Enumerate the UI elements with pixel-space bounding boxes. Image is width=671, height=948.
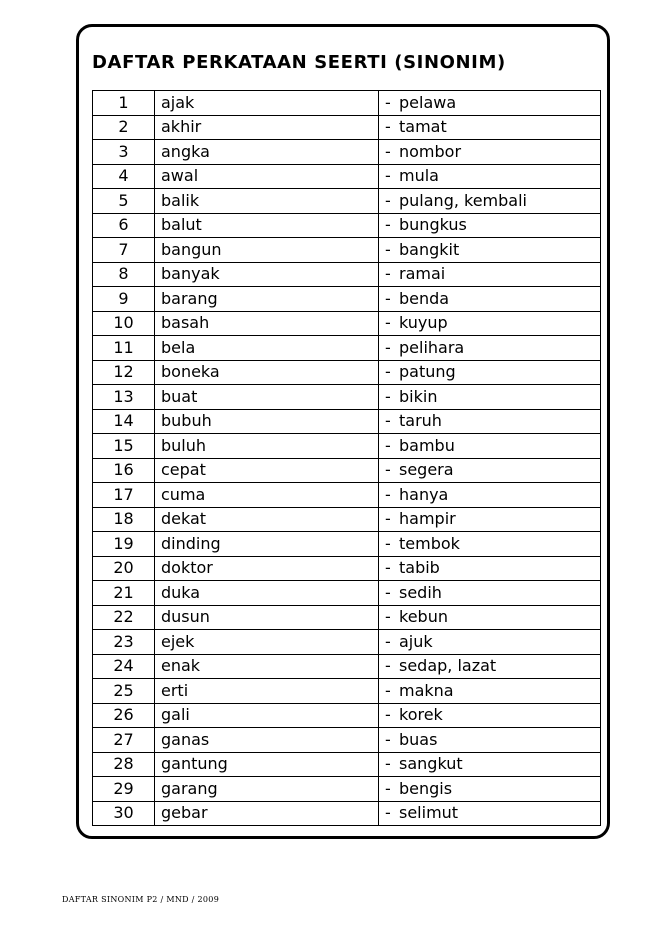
table-row xyxy=(93,507,601,532)
dash-separator: - xyxy=(385,558,391,578)
word-cell: bela xyxy=(155,336,379,361)
synonym-cell xyxy=(379,91,601,116)
synonym-cell xyxy=(379,287,601,312)
synonym-cell xyxy=(379,189,601,214)
word-cell: cepat xyxy=(155,458,379,483)
dash-separator: - xyxy=(385,166,391,186)
table-row xyxy=(93,360,601,385)
synonym-text: tamat xyxy=(399,117,447,137)
table-row xyxy=(93,385,601,410)
synonym-cell xyxy=(379,483,601,508)
row-number: 7 xyxy=(93,238,155,263)
synonym-cell xyxy=(379,654,601,679)
row-number: 20 xyxy=(93,556,155,581)
dash-separator: - xyxy=(385,607,391,627)
synonym-cell xyxy=(379,213,601,238)
synonym-cell xyxy=(379,679,601,704)
word-cell: bangun xyxy=(155,238,379,263)
word-cell: gantung xyxy=(155,752,379,777)
row-number: 27 xyxy=(93,728,155,753)
table-row xyxy=(93,115,601,140)
table-row xyxy=(93,752,601,777)
row-number: 2 xyxy=(93,115,155,140)
word-cell: dekat xyxy=(155,507,379,532)
table-row xyxy=(93,801,601,826)
dash-separator: - xyxy=(385,509,391,529)
page-title: DAFTAR PERKATAAN SEERTI (SINONIM) xyxy=(92,52,506,73)
table-row xyxy=(93,605,601,630)
row-number: 25 xyxy=(93,679,155,704)
word-cell: balik xyxy=(155,189,379,214)
dash-separator: - xyxy=(385,729,391,749)
word-cell: enak xyxy=(155,654,379,679)
synonym-text: hampir xyxy=(399,509,456,529)
synonym-cell xyxy=(379,164,601,189)
dash-separator: - xyxy=(385,656,391,676)
word-cell: dinding xyxy=(155,532,379,557)
dash-separator: - xyxy=(385,533,391,553)
word-cell: angka xyxy=(155,140,379,165)
dash-separator: - xyxy=(385,386,391,406)
synonym-cell xyxy=(379,262,601,287)
synonym-cell xyxy=(379,409,601,434)
synonym-text: hanya xyxy=(399,484,449,504)
dash-separator: - xyxy=(385,582,391,602)
dash-separator: - xyxy=(385,288,391,308)
word-cell: ajak xyxy=(155,91,379,116)
row-number: 1 xyxy=(93,91,155,116)
synonym-cell xyxy=(379,360,601,385)
dash-separator: - xyxy=(385,435,391,455)
table-row xyxy=(93,213,601,238)
table-row xyxy=(93,728,601,753)
dash-separator: - xyxy=(385,705,391,725)
row-number: 22 xyxy=(93,605,155,630)
dash-separator: - xyxy=(385,680,391,700)
table-row xyxy=(93,556,601,581)
word-cell: basah xyxy=(155,311,379,336)
synonym-text: makna xyxy=(399,680,454,700)
synonym-cell xyxy=(379,801,601,826)
row-number: 10 xyxy=(93,311,155,336)
row-number: 26 xyxy=(93,703,155,728)
row-number: 23 xyxy=(93,630,155,655)
table-row xyxy=(93,311,601,336)
table-row xyxy=(93,140,601,165)
synonym-cell xyxy=(379,532,601,557)
dash-separator: - xyxy=(385,362,391,382)
row-number: 24 xyxy=(93,654,155,679)
synonym-text: sedih xyxy=(399,582,442,602)
row-number: 11 xyxy=(93,336,155,361)
word-cell: gebar xyxy=(155,801,379,826)
synonym-text: buas xyxy=(399,729,438,749)
word-cell: erti xyxy=(155,679,379,704)
row-number: 14 xyxy=(93,409,155,434)
synonym-cell xyxy=(379,507,601,532)
synonym-text: selimut xyxy=(399,803,459,823)
synonym-cell xyxy=(379,581,601,606)
synonym-text: kebun xyxy=(399,607,448,627)
dash-separator: - xyxy=(385,239,391,259)
table-row xyxy=(93,679,601,704)
table-row xyxy=(93,287,601,312)
synonym-cell xyxy=(379,630,601,655)
word-cell: doktor xyxy=(155,556,379,581)
dash-separator: - xyxy=(385,215,391,235)
synonym-cell xyxy=(379,115,601,140)
table-row xyxy=(93,91,601,116)
word-cell: ejek xyxy=(155,630,379,655)
row-number: 3 xyxy=(93,140,155,165)
synonym-text: bikin xyxy=(399,386,438,406)
page-footer: DAFTAR SINONIM P2 / MND / 2009 xyxy=(62,895,220,904)
word-cell: garang xyxy=(155,777,379,802)
word-cell: akhir xyxy=(155,115,379,140)
synonym-text: nombor xyxy=(399,141,462,161)
row-number: 29 xyxy=(93,777,155,802)
table-row xyxy=(93,434,601,459)
row-number: 16 xyxy=(93,458,155,483)
row-number: 21 xyxy=(93,581,155,606)
dash-separator: - xyxy=(385,264,391,284)
synonym-cell xyxy=(379,336,601,361)
word-cell: boneka xyxy=(155,360,379,385)
synonym-cell xyxy=(379,605,601,630)
row-number: 5 xyxy=(93,189,155,214)
synonym-text: sangkut xyxy=(399,754,463,774)
word-cell: duka xyxy=(155,581,379,606)
dash-separator: - xyxy=(385,460,391,480)
word-cell: bubuh xyxy=(155,409,379,434)
word-cell: barang xyxy=(155,287,379,312)
table-row xyxy=(93,458,601,483)
synonym-text: pelawa xyxy=(399,92,457,112)
table-row xyxy=(93,164,601,189)
synonym-cell xyxy=(379,385,601,410)
table-row xyxy=(93,189,601,214)
table-row xyxy=(93,777,601,802)
word-cell: buluh xyxy=(155,434,379,459)
synonym-text: benda xyxy=(399,288,450,308)
word-cell: balut xyxy=(155,213,379,238)
table-row xyxy=(93,262,601,287)
synonym-cell xyxy=(379,458,601,483)
table-row xyxy=(93,630,601,655)
dash-separator: - xyxy=(385,141,391,161)
row-number: 6 xyxy=(93,213,155,238)
word-cell: banyak xyxy=(155,262,379,287)
synonym-text: tabib xyxy=(399,558,440,578)
synonym-text: bambu xyxy=(399,435,455,455)
table-row xyxy=(93,654,601,679)
synonym-text: taruh xyxy=(399,411,442,431)
synonym-cell xyxy=(379,703,601,728)
dash-separator: - xyxy=(385,631,391,651)
row-number: 18 xyxy=(93,507,155,532)
word-cell: dusun xyxy=(155,605,379,630)
dash-separator: - xyxy=(385,337,391,357)
dash-separator: - xyxy=(385,92,391,112)
row-number: 15 xyxy=(93,434,155,459)
row-number: 30 xyxy=(93,801,155,826)
synonym-text: bangkit xyxy=(399,239,460,259)
word-cell: cuma xyxy=(155,483,379,508)
row-number: 4 xyxy=(93,164,155,189)
synonym-cell xyxy=(379,777,601,802)
dash-separator: - xyxy=(385,484,391,504)
table-row xyxy=(93,238,601,263)
synonym-cell xyxy=(379,434,601,459)
table-row xyxy=(93,409,601,434)
dash-separator: - xyxy=(385,803,391,823)
synonym-text: pulang, kembali xyxy=(399,190,527,210)
synonym-text: patung xyxy=(399,362,456,382)
synonym-cell xyxy=(379,752,601,777)
table-row xyxy=(93,483,601,508)
table-row xyxy=(93,581,601,606)
table-row xyxy=(93,703,601,728)
synonym-text: mula xyxy=(399,166,439,186)
row-number: 8 xyxy=(93,262,155,287)
row-number: 13 xyxy=(93,385,155,410)
synonym-cell xyxy=(379,311,601,336)
synonym-text: pelihara xyxy=(399,337,465,357)
dash-separator: - xyxy=(385,117,391,137)
dash-separator: - xyxy=(385,190,391,210)
row-number: 9 xyxy=(93,287,155,312)
synonym-text: ajuk xyxy=(399,631,433,651)
word-cell: gali xyxy=(155,703,379,728)
synonym-table xyxy=(92,90,601,826)
dash-separator: - xyxy=(385,313,391,333)
synonym-cell xyxy=(379,556,601,581)
dash-separator: - xyxy=(385,411,391,431)
synonym-text: bengis xyxy=(399,778,453,798)
synonym-text: bungkus xyxy=(399,215,467,235)
synonym-text: kuyup xyxy=(399,313,448,333)
synonym-text: tembok xyxy=(399,533,460,553)
row-number: 12 xyxy=(93,360,155,385)
synonym-cell xyxy=(379,238,601,263)
synonym-cell xyxy=(379,728,601,753)
dash-separator: - xyxy=(385,778,391,798)
table-row xyxy=(93,336,601,361)
word-cell: awal xyxy=(155,164,379,189)
row-number: 28 xyxy=(93,752,155,777)
synonym-text: segera xyxy=(399,460,454,480)
synonym-text: korek xyxy=(399,705,443,725)
synonym-text: ramai xyxy=(399,264,446,284)
synonym-table-body xyxy=(93,91,601,826)
row-number: 17 xyxy=(93,483,155,508)
row-number: 19 xyxy=(93,532,155,557)
dash-separator: - xyxy=(385,754,391,774)
word-cell: ganas xyxy=(155,728,379,753)
table-row xyxy=(93,532,601,557)
word-cell: buat xyxy=(155,385,379,410)
synonym-text: sedap, lazat xyxy=(399,656,497,676)
synonym-cell xyxy=(379,140,601,165)
